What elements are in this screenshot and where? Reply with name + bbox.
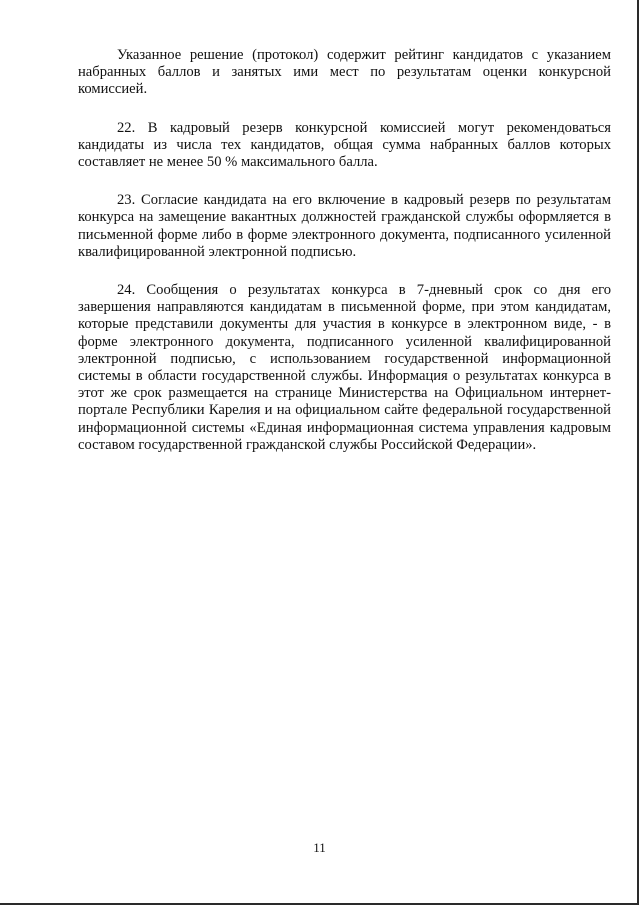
document-body (78, 47, 611, 475)
paragraph-24-results-notification: 24. Сообщения о результатах конкурса в 7-дневный срок со дня его завершения направляются кандидатам в письменной форме, при этом кандидатам, которые представили документы для участия в конкурсе в электронном виде, - в форме электронного документа, подписанного усиленной квалифицированной электронной подписью, с использованием государственной информационной системы в области государственной службы. Информация о результатах конкурса в этот же срок размещается на странице Министерства на Официальном интернет-портале Республики Карелия и на официальном сайте федеральной государственной информационной системы «Единая информационная система управления кадровым составом государственной гражданской службы Российской Федерации». (78, 282, 611, 453)
paragraph-23-candidate-consent: 23. Согласие кандидата на его включение в кадровый резерв по результатам конкурса на замещение вакантных должностей гражданской службы оформляется в письменной форме либо в форме электронного документа, подписанного усиленной квалифицированной электронной подписью. (78, 192, 611, 260)
page-number: 11 (313, 840, 326, 855)
paragraph-rating-decision: Указанное решение (протокол) содержит рейтинг кандидатов с указанием набранных баллов и занятых ими мест по результатам оценки конкурсной комиссией. (78, 47, 611, 98)
paragraph-22-reserve-recommendation: 22. В кадровый резерв конкурсной комиссией могут рекомендоваться кандидаты из числа тех кандидатов, общая сумма набранных баллов которых составляет не менее 50 % максимального балла. (78, 119, 611, 171)
